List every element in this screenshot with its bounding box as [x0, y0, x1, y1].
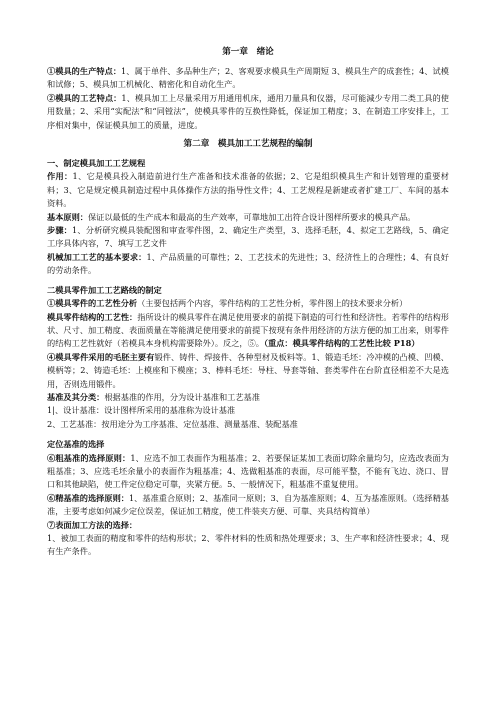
datum-heading: 基准及其分类：: [47, 391, 105, 402]
section-2-title: 二模具零件加工工艺路线的制定: [47, 284, 162, 295]
paragraph-structure: [47, 311, 449, 351]
paragraph-principle: [47, 211, 449, 224]
paragraph-rough-datum: [47, 452, 449, 492]
paragraph-requirements: [47, 251, 449, 278]
requirements-heading: 机械加工工艺的基本要求：: [47, 251, 147, 262]
paragraph-datum: [47, 391, 449, 404]
production-features-heading: ①模具的生产特点：: [47, 66, 122, 76]
fine-datum-heading: ⑥精基准的选择原则：: [47, 492, 129, 503]
blanks-text: 锻件、铸件、焊接件、各种型材及板料等。1、锻造毛坯：冷冲模的凸模、凹模、模柄等；2、铸造毛坯：上模座和下模座；3、棒料毛坯：导柱、导套等轴、套类零件在台阶直径相差不大是选用，否则选用锻件。: [47, 351, 449, 389]
purpose-text: 1、它是模具投入制造前进行生产准备和技术准备的依据；2、它是组织模具生产和计划管理的重要材料；3、它是规定模具制造过程中具体操作方法的指导性文件；4、工艺规程是新建或者扩建工厂、车间的基本资料。: [47, 171, 449, 209]
chapter-1-title: 第一章 绪论: [222, 47, 274, 57]
rough-datum-text: 1、应选不加工表面作为粗基准；2、若要保证某加工表面切除余量均匀，应选改表面为粗基准；3、应选毛坯余量小的表面作为粗基准；4、选做粗基准的表面，尽可能平整，不能有飞边、浇口、冒口和其他缺陷，使工件定位稳定可靠，夹紧方便。5、一般情况下，粗基准不重复使用。: [47, 452, 449, 490]
process-features-heading: ②模具的工艺特点：: [47, 92, 122, 103]
blanks-heading: ④模具零件采用的毛胚主要有: [47, 351, 155, 362]
principle-heading: 基本原则：: [47, 211, 88, 222]
paragraph-production-features: [47, 65, 449, 92]
principle-text: 保证以最低的生产成本和最高的生产效率，可靠地加工出符合设计图样所要求的模具产品。: [87, 211, 416, 222]
steps-heading: 步骤：: [47, 225, 73, 236]
spacer: [47, 431, 449, 438]
structure-heading: 模具零件结构的工艺性：: [47, 311, 138, 322]
production-features-text: 1、属于单件、多品种生产；2、客观要求模具生产周期短 3、模具生产的成套性；4、试模和试修；5、模具加工机械化、精密化和自动化生产。: [47, 66, 449, 90]
process-features-text: 1、模具加工上尽量采用万用通用机床，通用刀量具和仪器，尽可能減少专用二类工具的使用数量；2、采用“实配法”和“同镗法”，使模具零件的互换性降低，保证加工精度；3、在制造工序安排上，工序相对集中，保证模具加工的质量，进度。: [47, 92, 449, 130]
purpose-heading: 作用：: [47, 171, 73, 182]
section-3-title: 定位基准的选择: [47, 439, 105, 450]
paragraph-process-analysis: [47, 297, 449, 310]
chapter-2-title: 第二章 模具加工工艺规程的编制: [183, 139, 313, 150]
structure-key-note: （重点：模具零件结构的工艺性比较 P18）: [263, 338, 420, 349]
datum-item-2: 2、工艺基准：按用途分为工序基准、定位基准、测量基准、装配基准: [47, 418, 298, 429]
rough-datum-heading: ⑥粗基准的选择原则：: [47, 452, 131, 463]
fine-datum-text: 1、基准重合原则；2、基准同一原则；3、自为基准原则；4、互为基准原则。（选择精基准，主要考虑如何减少定位误差，保证加工精度，使工件装夹方便、可靠、夹具结构简单）: [47, 492, 449, 517]
paragraph-surface-method: [47, 519, 449, 532]
requirements-text: 1、产品质量的可靠性；2、工艺技术的先进性；3、经济性上的合理性；4、有良好的劳动条件。: [47, 251, 449, 276]
datum-item-1: 1|、设计基准：设计图样所采用的基准称为设计基准: [47, 405, 236, 416]
paragraph-blanks: [47, 351, 449, 391]
structure-text: 指所设计的模具零件在满足使用要求的前提下制造的可行性和经济性。若零件的结构形状、尺寸、加工精度、表面质量在等能满足使用要求的前提下按现有条件用经济的方法方便的加工出来，则零件的结构工艺性就好（若模具本身机构需要除外）。反之，⑤。: [47, 311, 449, 349]
process-analysis-heading: ①模具零件的工艺性分析: [47, 298, 138, 309]
surface-method-heading: ⑦表面加工方法的选择：: [47, 519, 138, 530]
paragraph-fine-datum: [47, 492, 449, 519]
paragraph-purpose: [47, 170, 449, 210]
paragraph-steps: [47, 224, 449, 251]
process-analysis-text: （主要包括两个内容，零件结构的工艺性分析，零件图上的技术要求分析）: [137, 298, 408, 309]
paragraph-process-features: [47, 92, 449, 132]
section-1-title: 一、制定模具加工工艺规程: [47, 158, 146, 169]
steps-text: 1、分析研究模具装配图和审查零件图，2、确定生产类型，3、选择毛胚，4、拟定工艺路线，5、确定工序具体内容，7、填写工艺文件: [47, 225, 449, 249]
surface-method-text: 1、被加工表面的精度和零件的结构形状；2、零件材料的性质和热处理要求；3、生产率和经济性要求；4、现有生产条件。: [47, 533, 449, 557]
datum-text: 根据基准的作用，分为设计基准和工艺基准: [104, 391, 260, 402]
